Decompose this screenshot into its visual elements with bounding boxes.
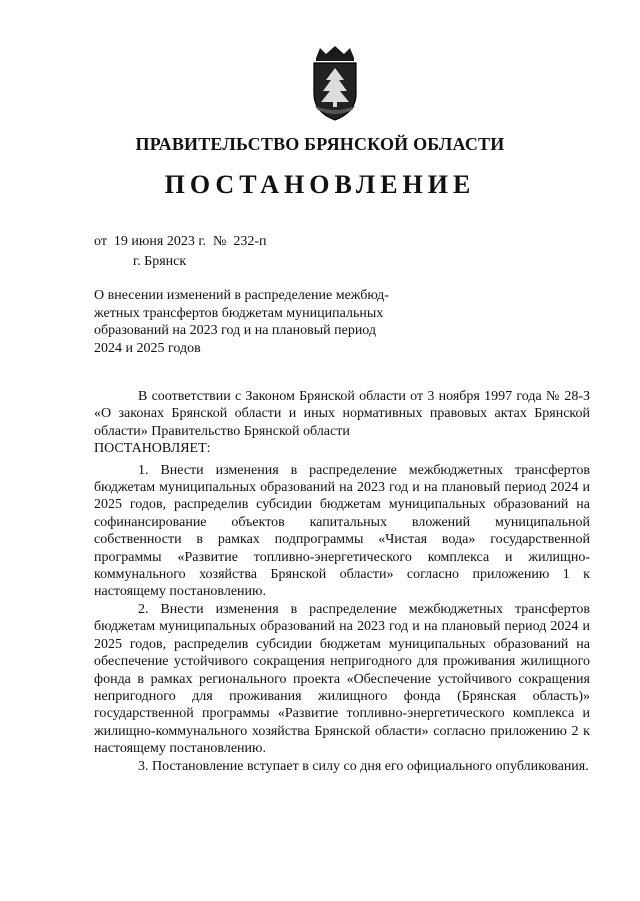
preamble-paragraph: В соответствии с Законом Брянской области от 3 ноября 1997 года № 28-З «О законах Брянской области и иных нормативных правовых актах Брянской области» Правительство Брянской области (94, 389, 590, 439)
subject-line: 2024 и 2025 годов (94, 340, 201, 356)
item-1-paragraph: 1. Внести изменения в распределение межбюджетных трансфертов бюджетам муниципальных образований на 2023 год и на плановый период 2024 и 2025 годов, распределив субсидии бюджетам муниципальных образований на софинансирование объектов капитальных вложений муниципальной собственности в рамках подпрограммы «Чистая вода» государственной программы «Развитие топливно-энергетического комплекса и жилищно-коммунального хозяйства Брянской области» согласно приложению 1 к настоящему постановлению. (94, 462, 590, 600)
document-type: ПОСТАНОВЛЕНИЕ (164, 170, 476, 199)
date-and-number: от 19 июня 2023 г. № 232-п (94, 234, 267, 249)
decree-word: ПОСТАНОВЛЯЕТ: (94, 441, 211, 457)
subject-line: образований на 2023 год и на плановый период (94, 323, 377, 338)
document-body (94, 388, 590, 775)
item-2-paragraph: 2. Внести изменения в распределение межбюджетных трансфертов бюджетам муниципальных образований на 2023 год и на плановый период 2024 и 2025 годов, распределив субсидии бюджетам муниципальных образований на обеспечение устойчивого сокращения непригодного для проживания жилищного фонда в рамках регионального проекта «Обеспечение устойчивого сокращения непригодного для проживания жилищного фонда (Брянская область)» государственной программы «Развитие топливно-энергетического комплекса и жилищно-коммунального хозяйства Брянской области» согласно приложению 2 к настоящему постановлению. (94, 601, 590, 757)
document-subject (94, 287, 434, 357)
subject-line: жетных трансфертов бюджетам муниципальных (94, 305, 384, 321)
bryansk-coat-of-arms-icon (302, 44, 368, 122)
subject-line: О внесении изменений в распределение межбюд- (94, 288, 389, 303)
city: г. Брянск (133, 254, 187, 269)
item-3-paragraph: 3. Постановление вступает в силу со дня его официального опубликования. (138, 758, 589, 774)
government-title: ПРАВИТЕЛЬСТВО БРЯНСКОЙ ОБЛАСТИ (135, 134, 505, 154)
